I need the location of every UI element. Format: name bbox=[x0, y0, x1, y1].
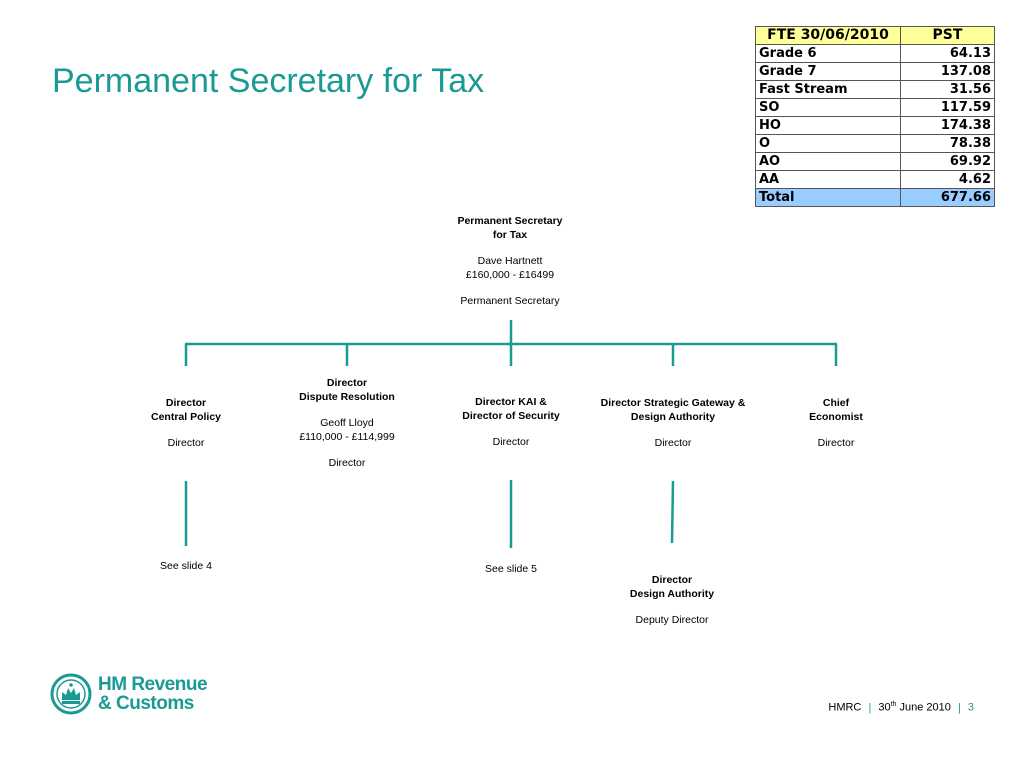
grade-cell: AO bbox=[756, 153, 901, 171]
node-title-line1: Director bbox=[651, 574, 693, 586]
footer-org: HMRC bbox=[828, 701, 862, 714]
logo-line2: & Customs bbox=[98, 693, 194, 714]
grade-cell: AA bbox=[756, 171, 901, 189]
grade-cell: Grade 7 bbox=[756, 63, 901, 81]
grade-cell: Grade 6 bbox=[756, 45, 901, 63]
org-node-dispute-resolution bbox=[266, 377, 428, 471]
node-title-line1: Permanent Secretary bbox=[457, 215, 563, 227]
fte-header-label: FTE 30/06/2010 bbox=[756, 27, 901, 45]
org-node-design-authority bbox=[592, 574, 752, 628]
org-node-kai-security bbox=[430, 396, 592, 450]
footer-date-day: 30 bbox=[878, 701, 891, 714]
grade-cell: HO bbox=[756, 117, 901, 135]
org-node-chief-economist bbox=[776, 397, 896, 451]
node-role: Deputy Director bbox=[635, 614, 709, 626]
node-name: Geoff Lloyd bbox=[320, 417, 374, 429]
value-cell: 4.62 bbox=[901, 171, 995, 189]
footer-page-number: 3 bbox=[967, 701, 974, 714]
node-title-line2: for Tax bbox=[492, 228, 528, 241]
node-role: Director bbox=[492, 436, 530, 448]
node-title-line1: Director KAI & bbox=[475, 396, 547, 408]
grade-cell: O bbox=[756, 135, 901, 153]
node-role: Director bbox=[328, 457, 366, 469]
total-label: Total bbox=[756, 189, 901, 207]
total-value: 677.66 bbox=[901, 189, 995, 207]
node-title-line2: Design Authority bbox=[630, 410, 716, 423]
node-title-line2: Dispute Resolution bbox=[299, 390, 395, 403]
node-title-line1: Chief bbox=[822, 397, 850, 409]
node-title-line2: Director of Security bbox=[462, 409, 560, 422]
crown-icon bbox=[50, 673, 92, 715]
value-cell: 117.59 bbox=[901, 99, 995, 117]
footer-date-rest: June 2010 bbox=[896, 701, 951, 714]
node-title-line2: Central Policy bbox=[150, 410, 222, 423]
node-title-line1: Director Strategic Gateway & bbox=[600, 397, 746, 409]
logo-line1: HM Revenue bbox=[98, 674, 208, 695]
org-node-permanent-secretary bbox=[430, 215, 590, 309]
footer-separator: | bbox=[868, 701, 872, 714]
slide-footer bbox=[828, 701, 974, 714]
fte-header-pst: PST bbox=[901, 27, 995, 45]
node-title-line1: Director bbox=[165, 397, 207, 409]
node-title-line2: Economist bbox=[809, 410, 863, 423]
hmrc-logo bbox=[50, 673, 207, 715]
grade-cell: Fast Stream bbox=[756, 81, 901, 99]
node-role: Director bbox=[654, 437, 692, 449]
connector-design-authority bbox=[672, 481, 673, 543]
node-role: Director bbox=[167, 437, 205, 449]
footer-separator: | bbox=[957, 701, 961, 714]
value-cell: 78.38 bbox=[901, 135, 995, 153]
node-title-line2: Design Authority bbox=[629, 587, 715, 600]
value-cell: 69.92 bbox=[901, 153, 995, 171]
value-cell: 31.56 bbox=[901, 81, 995, 99]
grade-cell: SO bbox=[756, 99, 901, 117]
slide-title: Permanent Secretary for Tax bbox=[52, 62, 485, 100]
see-slide-5-note: See slide 5 bbox=[485, 563, 537, 575]
org-node-strategic-gateway bbox=[587, 397, 759, 451]
see-slide-4-note: See slide 4 bbox=[160, 560, 212, 572]
node-name: Dave Hartnett bbox=[477, 255, 543, 267]
value-cell: 64.13 bbox=[901, 45, 995, 63]
node-title-line1: Director bbox=[326, 377, 368, 389]
node-role: Director bbox=[817, 437, 855, 449]
value-cell: 174.38 bbox=[901, 117, 995, 135]
org-node-central-policy bbox=[116, 397, 256, 451]
node-salary: £110,000 - £114,999 bbox=[299, 430, 395, 443]
node-salary: £160,000 - £16499 bbox=[465, 268, 555, 281]
footer-date-sup: th bbox=[890, 701, 897, 708]
value-cell: 137.08 bbox=[901, 63, 995, 81]
node-role: Permanent Secretary bbox=[460, 295, 560, 307]
